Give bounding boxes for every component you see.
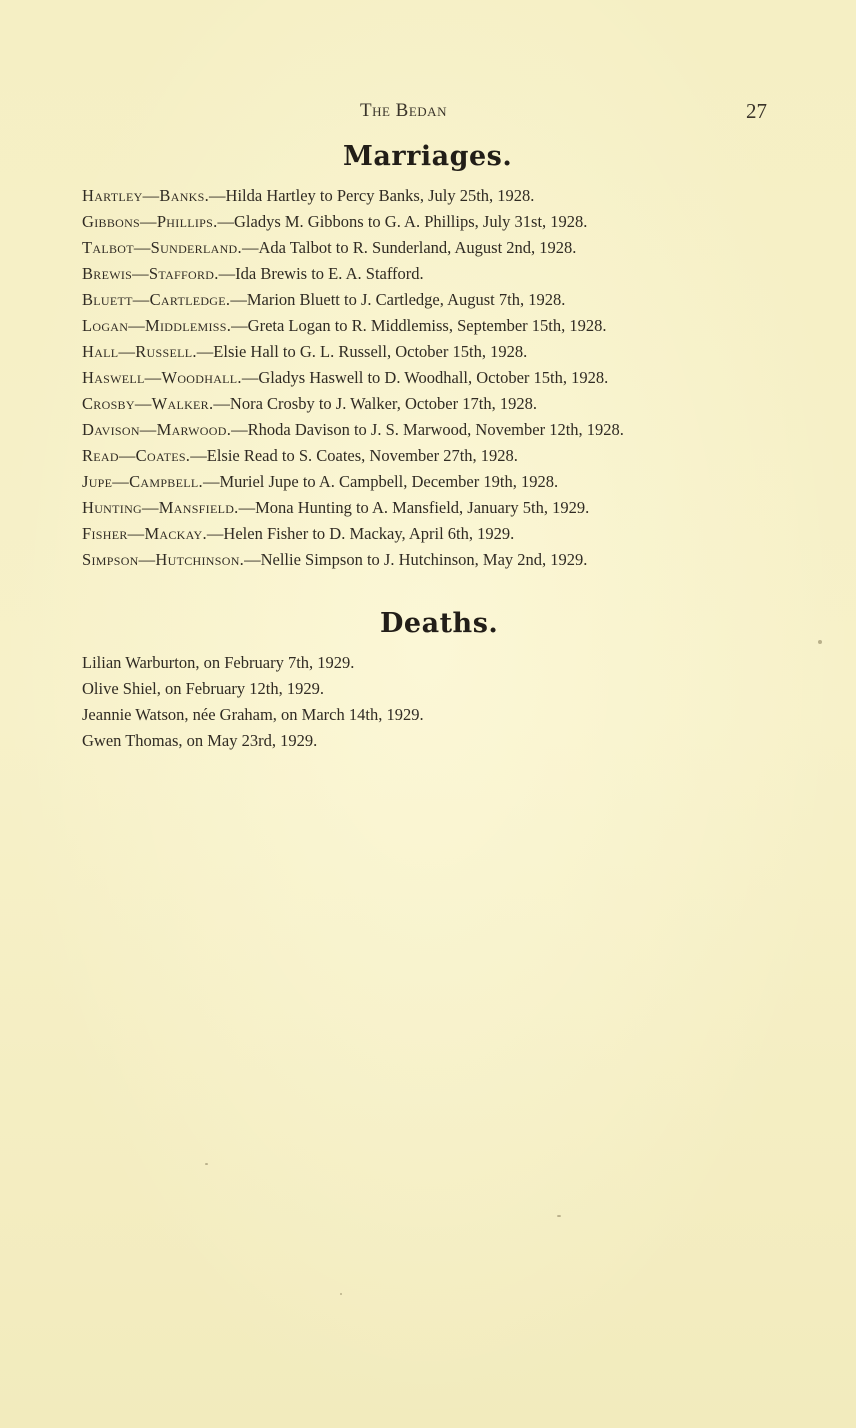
entry-names: Hunting—Mansfield.: [82, 498, 239, 517]
entry-names: Hall—Russell.: [82, 342, 197, 361]
marriage-entry: [82, 261, 624, 287]
death-entry: Jeannie Watson, née Graham, on March 14th, 1929.: [82, 705, 424, 724]
paper-speck: [205, 1163, 208, 1165]
entry-details: —Nora Crosby to J. Walker, October 17th, 1928.: [213, 394, 537, 413]
entry-details: —Muriel Jupe to A. Campbell, December 19th, 1928.: [202, 472, 559, 491]
entry-details: —Ada Talbot to R. Sunderland, August 2nd, 1928.: [241, 238, 577, 257]
running-head: The Bedan: [360, 100, 447, 121]
marriage-entry: [82, 469, 624, 495]
death-entry: Olive Shiel, on February 12th, 1929.: [82, 679, 324, 698]
marriage-entry: [82, 365, 624, 391]
entry-details: —Ida Brewis to E. A. Stafford.: [218, 264, 424, 283]
entry-details: —Rhoda Davison to J. S. Marwood, November 12th, 1928.: [231, 420, 624, 439]
page-number: 27: [746, 99, 767, 123]
marriage-entry: [82, 235, 624, 261]
marriage-entry: [82, 417, 624, 443]
entry-names: Hartley—Banks.: [82, 186, 210, 205]
death-entry: Gwen Thomas, on May 23rd, 1929.: [82, 731, 318, 750]
entry-details: —Helen Fisher to D. Mackay, April 6th, 1929.: [206, 524, 515, 543]
entry-details: —Gladys M. Gibbons to G. A. Phillips, July 31st, 1928.: [217, 212, 588, 231]
entry-names: Crosby—Walker.: [82, 394, 214, 413]
entry-names: Gibbons—Phillips.: [82, 212, 218, 231]
entry-names: Read—Coates.: [82, 446, 191, 465]
marriages-heading: Marriages.: [343, 141, 513, 172]
entry-names: Simpson—Hutchinson.: [82, 550, 245, 569]
paper-speck: [340, 1293, 342, 1295]
death-entry: Lilian Warburton, on February 7th, 1929.: [82, 653, 355, 672]
entry-details: —Hilda Hartley to Percy Banks, July 25th, 1928.: [209, 186, 535, 205]
paper-speck: [818, 640, 822, 644]
entry-names: Logan—Middlemiss.: [82, 316, 232, 335]
marriage-entry: [82, 547, 624, 573]
marriage-entry: [82, 521, 624, 547]
entry-names: Haswell—Woodhall.: [82, 368, 242, 387]
marriage-entry: [82, 313, 624, 339]
entry-details: —Marion Bluett to J. Cartledge, August 7th, 1928.: [230, 290, 566, 309]
entry-details: —Greta Logan to R. Middlemiss, September 15th, 1928.: [231, 316, 607, 335]
entry-names: Talbot—Sunderland.: [82, 238, 242, 257]
marriage-entry: [82, 183, 624, 209]
entry-details: —Elsie Read to S. Coates, November 27th, 1928.: [190, 446, 518, 465]
entry-names: Fisher—Mackay.: [82, 524, 207, 543]
entry-names: Davison—Marwood.: [82, 420, 232, 439]
marriage-entry: [82, 209, 624, 235]
entry-details: —Gladys Haswell to D. Woodhall, October 15th, 1928.: [241, 368, 609, 387]
marriage-entry: [82, 391, 624, 417]
entry-names: Jupe—Campbell.: [82, 472, 203, 491]
marriage-entry: [82, 495, 624, 521]
paper-speck: [557, 1215, 561, 1217]
entry-details: —Elsie Hall to G. L. Russell, October 15th, 1928.: [196, 342, 528, 361]
marriage-entry: [82, 443, 624, 469]
entry-details: —Mona Hunting to A. Mansfield, January 5th, 1929.: [238, 498, 590, 517]
deaths-list: [82, 650, 424, 754]
deaths-heading: Deaths.: [380, 608, 499, 639]
entry-names: Brewis—Stafford.: [82, 264, 219, 283]
entry-details: —Nellie Simpson to J. Hutchinson, May 2nd, 1929.: [244, 550, 588, 569]
marriage-entry: [82, 339, 624, 365]
marriages-list: [82, 183, 624, 573]
marriage-entry: [82, 287, 624, 313]
entry-names: Bluett—Cartledge.: [82, 290, 231, 309]
